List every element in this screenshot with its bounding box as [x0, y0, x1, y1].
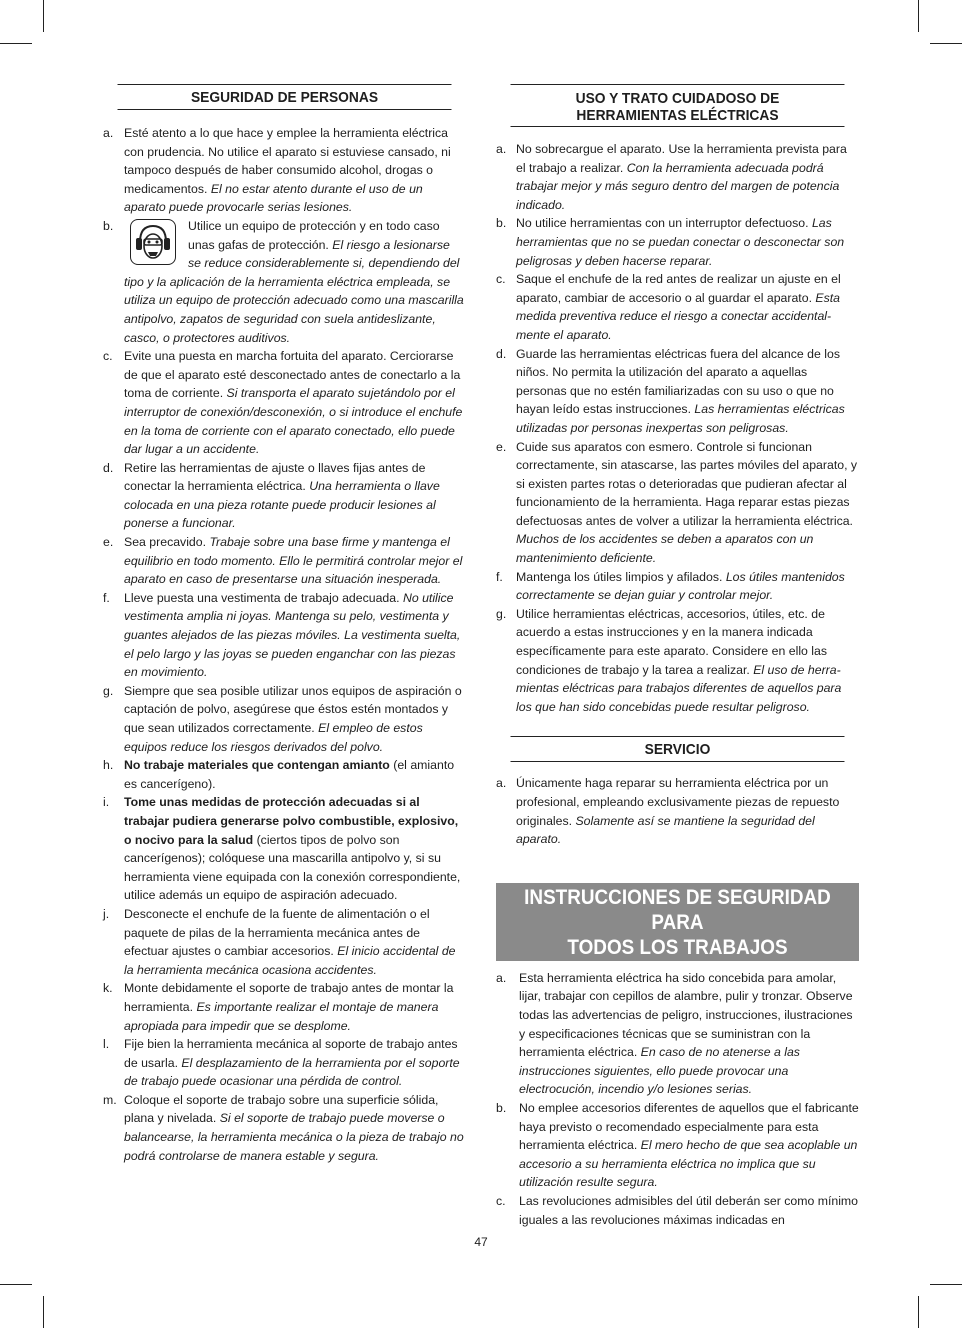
page-number: 47 [474, 1235, 488, 1249]
list-item: a. Esta herramienta eléctrica ha sido concebida para amolar, lijar, trabajar con cepillos de alambre, pulir y tronzar. Observe todas las advertencias de peligro, instrucciones, ilustraciones y especificaciones técnicas que se suministran con la herramienta eléctrica. En caso de no atenerse a las instrucciones siguientes, ello puede provocar una electrocución, incendio y/o lesiones serias. [496, 970, 853, 1097]
list-item: e. Cuide sus aparatos con esmero. Controle si funcionan correctamente, sin atascarse, las partes móviles del aparato, y si existen partes rotas o deterioradas que pudieran afectar al funcionamiento de la herramienta. Haga reparar estas piezas defectuosas antes de volver a utilizar la herramienta eléctrica. Muchos de los accidentes se deben a aparatos con un mantenimiento deficiente. [496, 439, 858, 566]
list-item: b. No emplee accesorios diferentes de aquellos que el fabricante haya previsto o recomendado especialmente para esta herramienta eléctrica. El mero hecho de que sea acoplable un accesorio a su herramienta eléctrica no implica que su utilización resulte segura. [496, 1100, 859, 1190]
section-heading-servicio: SERVICIO [511, 736, 845, 762]
list-item: b. No utilice herramientas con un interruptor defectuoso. Las herramientas que no se puedan conectar o desconectar son peligrosas y deben hacerse reparar. [496, 216, 845, 268]
safety-banner-heading: INSTRUCCIONES DE SEGURIDAD PARA TODOS LOS TRABAJOS [496, 883, 859, 961]
list-item: f. Mantenga los útiles limpios y afilados. Los útiles mantenidos correctamente se dejan guiar y controlar mejor. [496, 569, 845, 603]
list-item: c. Saque el enchufe de la red antes de realizar un ajuste en el aparato, cambiar de accesorio o al guardar el aparato. Esta medida preventiva reduce el riesgo a conectar accidental-mente el aparato. [496, 272, 841, 342]
crop-mark [43, 1296, 44, 1328]
section-heading-uso: USO Y TRATO CUIDADOSO DE HERRAMIENTAS ELÉCTRICAS [511, 84, 845, 127]
right-column [496, 84, 859, 1229]
list-item: m. Coloque el soporte de trabajo sobre una superficie sólida, plana y nivelada. Si el soporte de trabajo puede moverse o balancearse, la herramienta mecánica o la pieza de trabajo no podrá controlarse de manera estable y segura. [103, 1092, 464, 1163]
crop-mark [918, 1296, 919, 1328]
list-item: a. Esté atento a lo que hace y emplee la herramienta eléctrica con prudencia. No utilice el aparato si estuviese cansado, ni tampoco después de haber consumido alcohol, drogas o medicamentos. El no estar atento durante el uso de un aparato puede provocarle serias lesiones. [103, 126, 451, 215]
crop-mark [930, 43, 962, 44]
uso-list [496, 140, 859, 716]
list-item: a. No sobrecargue el aparato. Use la herramienta prevista para el trabajo a realizar. Con la herramienta adecuada podrá trabajar mejor y más seguro dentro del margen de potencia indicado. [496, 142, 847, 212]
list-item: g. Utilice herramientas eléctricas, accesorios, útiles, etc. de acuerdo a estas instrucciones y en la manera indicada específicamente para este aparato. Considere en ello las condiciones de trabajo y la tarea a realizar. El uso de herra-mientas eléctricas para trabajos diferentes de aquellos para los que han sido concebidas puede resultar peligroso. [496, 606, 842, 714]
list-item: l. Fije bien la herramienta mecánica al soporte de trabajo antes de usarla. El desplazamiento de la herramienta por el soporte de trabajo puede ocasionar una pérdida de control. [103, 1037, 460, 1089]
left-column [103, 84, 466, 1165]
list-item: c. Evite una puesta en marcha fortuita del aparato. Cerciorarse de que el aparato esté desconectado antes de conectarlo a la toma de corriente. Si transporta el aparato sujetándolo por el interruptor de conexión/desconexión, o si introduce el enchufe en la toma de corriente con el aparato conectado, ello puede dar lugar a un accidente. [103, 349, 463, 457]
servicio-list [496, 774, 859, 848]
safety-goggles-ear-protection-icon [130, 219, 176, 265]
list-item: d. Retire las herramientas de ajuste o llaves fijas antes de conectar la herramienta eléctrica. Una herramienta o llave colocada en una pieza rotante puede producir lesiones al ponerse a funcionar. [103, 460, 440, 531]
crop-mark [0, 1284, 32, 1285]
list-item: h. No trabaje materiales que contengan amianto (el amianto es cancerígeno). [103, 758, 455, 791]
crop-mark [0, 43, 32, 44]
list-item: b. Utilice un equipo de protección y en todo caso unas gafas de protección. El riesgo a lesionarse se reduce considerablemente si, dependiendo del tipo y la aplicación de la herramienta eléctrica empleada, se utiliza un equipo de protección adecuado como una mascarilla antipolvo, zapatos de seguridad con suela antideslizante, casco, o protectores auditivos. [103, 218, 464, 345]
list-item: d. Guarde las herramientas eléctricas fuera del alcance de los niños. No permita la utilización del aparato a aquellas personas que no estén familiarizadas con su uso o que no hayan leído estas instrucciones. Las herramientas eléctricas utilizadas por personas inexpertas son peligrosas. [496, 346, 845, 435]
list-item: e. Sea precavido. Trabaje sobre una base firme y mantenga el equilibrio en todo momento. Ello le permitirá controlar mejor el aparato en caso de presentarse una situación inesperada. [103, 535, 463, 587]
list-item: a. Únicamente haga reparar su herramienta eléctrica por un profesional, empleando exclusivamente piezas de repuesto originales. Solamente así se mantiene la seguridad del aparato. [496, 776, 840, 847]
personas-list [103, 124, 466, 1165]
instrucciones-list [496, 969, 859, 1229]
list-item: g. Siempre que sea posible utilizar unos equipos de aspiración o captación de polvo, asegúrese que éstos estén montados y que sean utilizados correctamente. El empleo de estos equipos reduce los riesgos derivados del polvo. [103, 683, 462, 754]
list-item: i. Tome unas medidas de protección adecuadas si al trabajar pudiera generarse polvo combustible, explosivo, o nocivo para la salud (ciertos tipos de polvo son cancerígenos); colóquese una mascarilla antipolvo y, si su herramienta viene equipada con la conexión correspondiente, utilice además un equipo de aspiración adecuado. [103, 795, 461, 903]
list-item: k. Monte debidamente el soporte de trabajo antes de montar la herramienta. Es importante realizar el montaje de manera apropiada para impedir que se desplome. [103, 981, 454, 1033]
crop-mark [43, 0, 44, 32]
section-heading-personas: SEGURIDAD DE PERSONAS [118, 84, 452, 110]
list-item: c. Las revoluciones admisibles del útil deberán ser como mínimo iguales a las revoluciones máximas indicadas en [496, 1193, 859, 1227]
crop-mark [930, 1284, 962, 1285]
crop-mark [918, 0, 919, 32]
list-item: f. Lleve puesta una vestimenta de trabajo adecuada. No utilice vestimenta amplia ni joyas. Mantenga su pelo, vestimenta y guantes alejados de las piezas móviles. La vestimenta suelta, el pelo largo y las joyas se pueden enganchar con las piezas en movimiento. [103, 590, 461, 680]
list-item: j. Desconecte el enchufe de la fuente de alimentación o el paquete de pilas de la herramienta mecánica antes de efectuar ajustes o cambiar accesorios. El inicio accidental de la herramienta mecánica ocasiona accidentes. [103, 906, 456, 977]
